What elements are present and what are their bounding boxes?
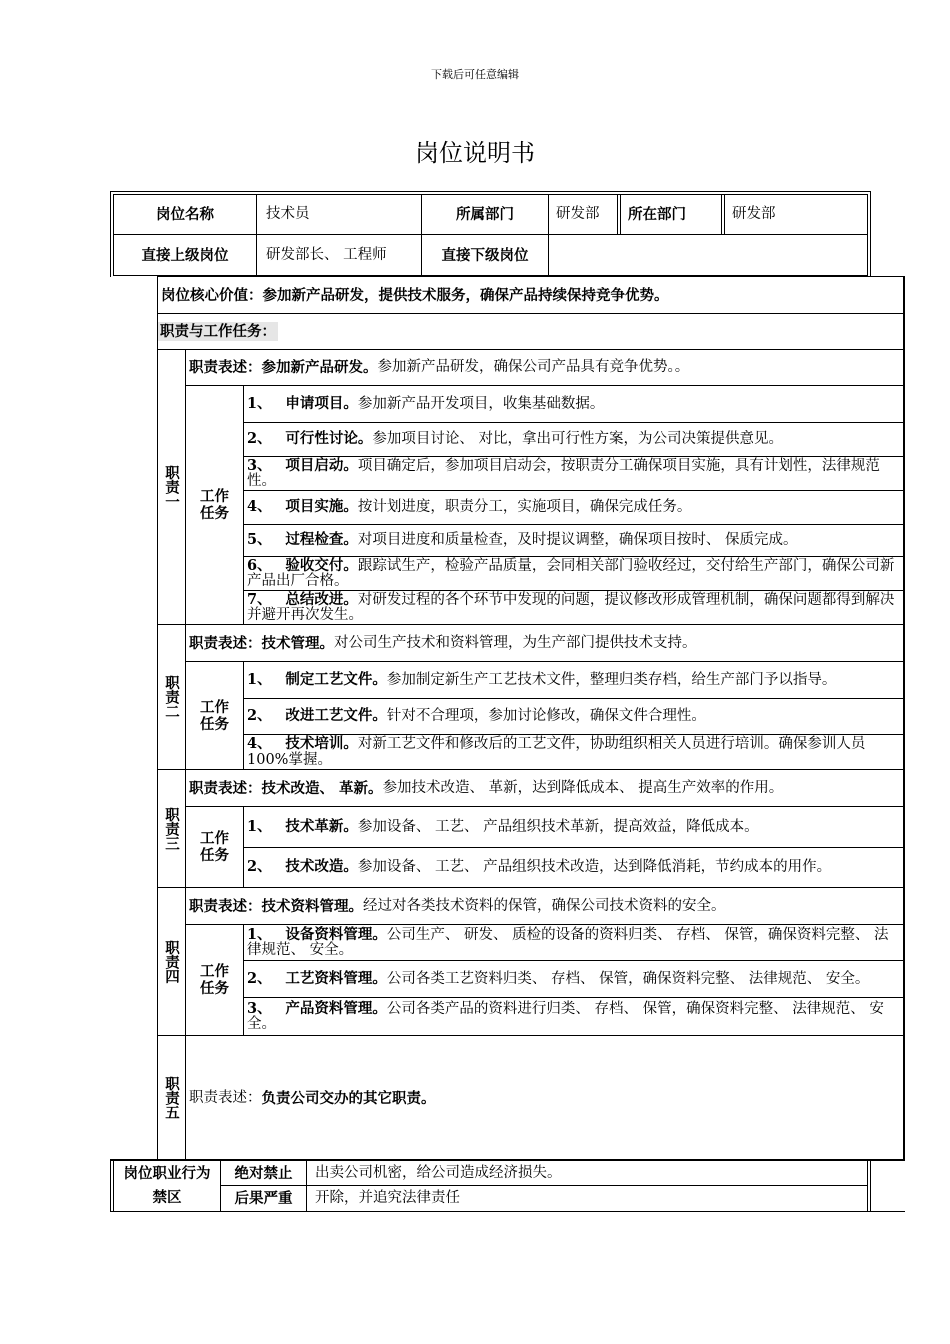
absolute-label: 绝对禁止 bbox=[234, 1164, 293, 1182]
superior-label: 直接上级岗位 bbox=[141, 246, 229, 264]
subordinate-value bbox=[556, 235, 856, 275]
duty-3-statement-title: 职责表述：技术改造、 革新。 bbox=[189, 779, 383, 797]
subordinate-label: 直接下级岗位 bbox=[441, 246, 529, 264]
duty-3-label: 职责三 bbox=[163, 806, 180, 851]
duty-2-statement-title: 职责表述：技术管理。 bbox=[189, 634, 334, 652]
consequence-label: 后果严重 bbox=[234, 1190, 293, 1207]
duty-4-statement-body: 经过对各类技术资料的保管，确保公司技术资料的安全。 bbox=[363, 897, 726, 914]
duty-4-task-label: 工作任务 bbox=[200, 963, 229, 997]
page-title: 岗位说明书 bbox=[415, 139, 535, 167]
duty-1-statement-body: 参加新产品研发，确保公司产品具有竞争优势。。 bbox=[377, 359, 690, 375]
duty-2-task-3: 4、 技术培训。对新工艺文件和修改后的工艺文件，协助组织相关人员进行培训。确保参训人员 100%掌握。 bbox=[247, 735, 866, 768]
duty-1-statement-title: 职责表述：参加新产品研发。 bbox=[189, 359, 378, 376]
duty-2-statement-body: 对公司生产技术和资料管理，为生产部门提供技术支持。 bbox=[334, 634, 697, 651]
duty-1-statement bbox=[189, 350, 901, 385]
duty-2-statement bbox=[189, 625, 901, 661]
duty-1-task-4: 4、 项目实施。按计划进度，职责分工，实施项目，确保完成任务。 bbox=[247, 498, 692, 516]
duty-3-task-2: 2、 技术改造。参加设备、 工艺、 产品组织技术改造，达到降低消耗，节约成本的用作。 bbox=[247, 858, 832, 876]
position-name-label: 岗位名称 bbox=[156, 206, 214, 223]
duty-5-statement-body: 负责公司交办的其它职责。 bbox=[261, 1089, 436, 1107]
duty-1-label: 职责一 bbox=[163, 465, 180, 509]
duty-5-label: 职责五 bbox=[163, 1076, 180, 1120]
core-value: 岗位核心价值：参加新产品研发，提供技术服务，确保产品持续保持竞争优势。 bbox=[161, 286, 669, 304]
duty-3-task-1: 1、 技术革新。参加设备、 工艺、 产品组织技术革新，提高效益，降低成本。 bbox=[247, 817, 759, 835]
duty-2-task-label: 工作任务 bbox=[200, 698, 229, 733]
duty-5-statement-title: 职责表述： bbox=[189, 1089, 262, 1106]
duty-4-label: 职责四 bbox=[163, 939, 180, 984]
duty-1-task-1: 1、 申请项目。参加新产品开发项目，收集基础数据。 bbox=[247, 394, 605, 412]
location-value: 研发部 bbox=[732, 206, 776, 222]
duty-4-task-1: 1、 设备资料管理。公司生产、 研发、 质检的设备的资料归类、 存档、 保管，确保资料完整、 法律规范、 安全。 bbox=[247, 925, 889, 958]
dept-value: 研发部 bbox=[556, 206, 600, 222]
prohibited-label: 岗位职业行为禁区 bbox=[123, 1165, 211, 1206]
duty-3-statement bbox=[189, 770, 901, 806]
duty-4-statement bbox=[189, 888, 901, 924]
duty-3-statement-body: 参加技术改造、 革新，达到降低成本、 提高生产效率的作用。 bbox=[382, 779, 784, 796]
duty-5-statement bbox=[189, 1036, 901, 1160]
duties-heading: 职责与工作任务： bbox=[160, 323, 276, 340]
dept-label: 所属部门 bbox=[456, 206, 514, 223]
duty-2-label: 职责二 bbox=[163, 675, 180, 719]
location-label: 所在部门 bbox=[628, 206, 686, 223]
duty-1-task-6: 6、 验收交付。跟踪试生产，检验产品质量，会同相关部门验收经过，交付给生产部门，确保公司新产品出厂合格。 bbox=[247, 556, 895, 589]
duty-2-task-2: 2、 改进工艺文件。针对不合理项，参加讨论修改，确保文件合理性。 bbox=[247, 707, 706, 725]
duty-1-task-label: 工作任务 bbox=[200, 488, 229, 522]
duty-4-task-2: 2、 工艺资料管理。公司各类工艺资料归类、 存档、 保管，确保资料完整、 法律规范、 安全。 bbox=[247, 969, 870, 987]
absolute-value: 出卖公司机密，给公司造成经济损失。 bbox=[315, 1164, 562, 1181]
duty-4-statement-title: 职责表述：技术资料管理。 bbox=[189, 897, 363, 915]
duty-2-task-1: 1、 制定工艺文件。参加制定新生产工艺技术文件，整理归类存档，给生产部门予以指导。 bbox=[247, 670, 837, 688]
duty-3-task-label: 工作任务 bbox=[200, 830, 229, 864]
duties-heading-row bbox=[158, 314, 903, 349]
header-note: 下载后可任意编辑 bbox=[431, 68, 519, 81]
superior-value: 研发部长、 工程师 bbox=[266, 246, 387, 263]
duty-1-task-2: 2、 可行性讨论。参加项目讨论、 对比，拿出可行性方案，为公司决策提供意见。 bbox=[247, 430, 784, 448]
duty-4-task-3: 3、 产品资料管理。公司各类产品的资料进行归类、 存档、 保管，确保资料完整、 法律规范、 安全。 bbox=[247, 999, 884, 1032]
position-name-value: 技术员 bbox=[266, 206, 310, 222]
duty-1-task-3: 3、 项目启动。项目确定后，参加项目启动会，按职责分工确保项目实施，具有计划性，法律规范性。 bbox=[247, 456, 880, 489]
consequence-value: 开除，并追究法律责任 bbox=[315, 1190, 460, 1206]
duty-1-task-7: 7、 总结改进。对研发过程的各个环节中发现的问题，提议修改形成管理机制，确保问题都得到解决并避开再次发生。 bbox=[247, 590, 895, 623]
duty-1-task-5: 5、 过程检查。对项目进度和质量检查，及时提议调整，确保项目按时、 保质完成。 bbox=[247, 531, 798, 549]
